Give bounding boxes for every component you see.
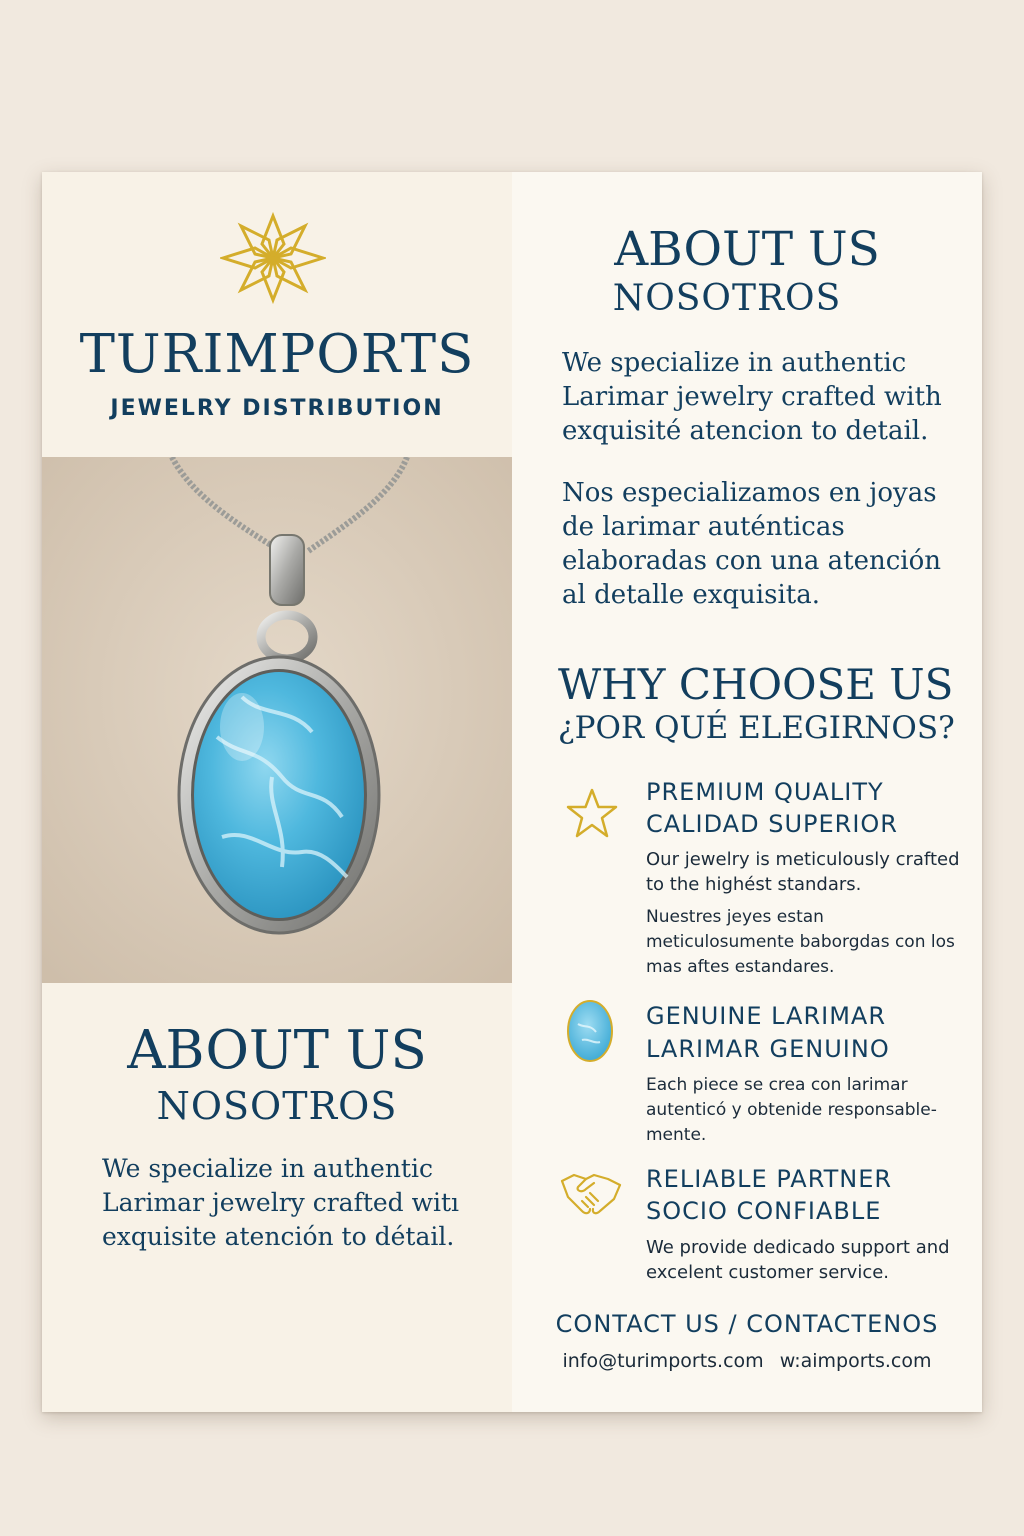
feature-1-title-en: PREMIUM QUALITY	[646, 778, 884, 806]
about-text-en: We specialize in authentic Larimar jewelry crafted with exquisité atencion to detail.	[562, 348, 942, 446]
star-icon	[564, 786, 620, 842]
left-about-title: ABOUT US	[127, 1020, 427, 1081]
feature-2-title-es: LARIMAR GENUINO	[646, 1035, 890, 1063]
why-choose-subtitle: ¿POR QUÉ ELEGIRNOS?	[558, 710, 955, 746]
contact-website-link[interactable]: w:aimports.com	[779, 1350, 932, 1372]
brand-star-logo-icon	[220, 212, 326, 304]
right-about-title: ABOUT US	[614, 222, 880, 277]
contact-line	[512, 1350, 982, 1372]
brand-name: TURIMPORTS	[79, 324, 475, 385]
handshake-icon	[560, 1167, 622, 1219]
feature-3-title-en: RELIABLE PARTNER	[646, 1165, 893, 1193]
contact-email-link[interactable]: info@turimports.com	[562, 1350, 764, 1372]
larimar-pendant-photo	[42, 457, 512, 983]
feature-1-text-en: Our jewelry is meticulously crafted to the highést standars.	[646, 849, 960, 895]
brand-subtitle: JEWELRY DISTRIBUTION	[110, 396, 444, 421]
contact-title: CONTACT US / CONTACTENOS	[555, 1310, 939, 1338]
why-choose-title: WHY CHOOSE US	[558, 660, 954, 709]
left-about-subtitle: NOSOTROS	[156, 1084, 398, 1128]
left-about-text: We specialize in authentic Larimar jewelry crafted witı exquisite atención to détail.	[102, 1154, 460, 1251]
feature-1-text-es: Nuestres jeyes estan meticulosumente baborgdas con los mas aftes estandares.	[646, 907, 955, 977]
feature-2-text: Each piece se crea con larimar autenticó y obtenide responsable-mente.	[646, 1075, 937, 1145]
right-column	[512, 172, 982, 1412]
left-column	[42, 172, 512, 1412]
feature-3-title-es: SOCIO CONFIABLE	[646, 1197, 882, 1225]
feature-2-title-en: GENUINE LARIMAR	[646, 1002, 886, 1030]
feature-3-text: We provide dedicado support and excelent customer service.	[646, 1237, 950, 1283]
flyer	[42, 172, 982, 1412]
larimar-stone-icon	[566, 998, 614, 1064]
feature-1-title-es: CALIDAD SUPERIOR	[646, 810, 898, 838]
right-about-subtitle: NOSOTROS	[612, 278, 842, 319]
about-text-es: Nos especializamos en joyas de larimar auténticas elaboradas con una atención al detalle exquisita.	[562, 478, 942, 610]
